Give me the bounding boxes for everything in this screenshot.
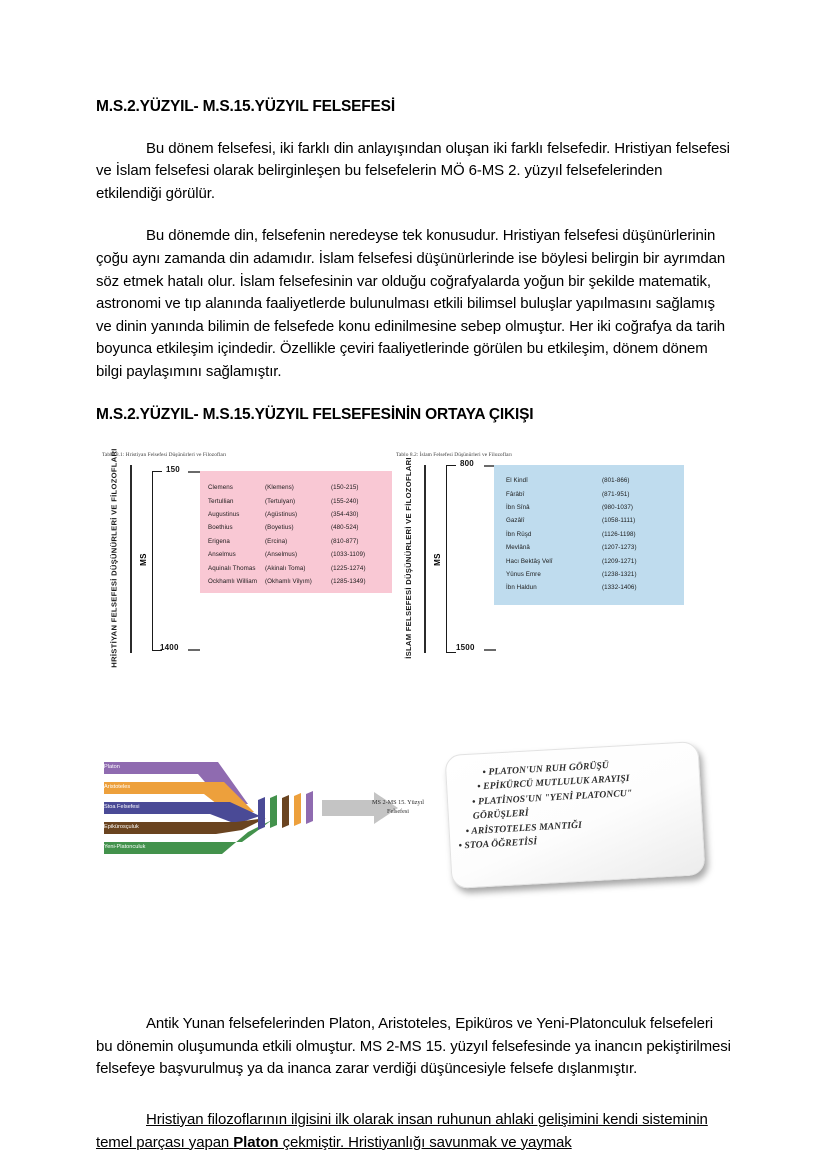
table-row bbox=[208, 521, 366, 534]
table-row bbox=[506, 555, 637, 568]
table-row bbox=[506, 541, 637, 554]
philosopher-years: (1332-1406) bbox=[602, 584, 637, 592]
philosopher-name: İbn Rüşd bbox=[506, 530, 532, 538]
callout-item: • ARİSTOTELES MANTIĞI bbox=[465, 819, 583, 837]
philosopher-name-tr: (Boyetius) bbox=[265, 524, 294, 532]
philosopher-years: (1126-1198) bbox=[602, 530, 636, 538]
callout-item: • PLATİNOS'UN "YENİ PLATONCU" GÖRÜŞLERİ bbox=[471, 787, 633, 823]
source-label: Stoa Felsefesi bbox=[104, 804, 140, 811]
range-end-christian: 1400 bbox=[160, 643, 179, 653]
table-islamic-philosophers bbox=[396, 452, 716, 663]
callout-item: • STOA ÖĞRETİSİ bbox=[458, 836, 538, 852]
philosopher-years: (801-866) bbox=[602, 477, 630, 485]
table-christian-caption: Tablo 8.1: Hristiyan Felsefesi Düşünürleri ve Filozofları bbox=[102, 452, 227, 459]
era-label-christian bbox=[136, 465, 150, 653]
philosopher-years: (871-951) bbox=[602, 490, 630, 498]
section-title-emergence: M.S.2.YÜZYIL- M.S.15.YÜZYIL FELSEFESİNİN ORTAYA ÇIKIŞI bbox=[96, 405, 534, 423]
table-row bbox=[506, 474, 637, 487]
source-label: Epikürosçuluk bbox=[104, 824, 139, 831]
philosopher-years: (1285-1349) bbox=[331, 577, 366, 585]
callout-box-influences bbox=[444, 741, 705, 889]
table-islamic-body bbox=[396, 457, 716, 663]
table-row bbox=[506, 514, 637, 527]
era-label-text: MS bbox=[138, 552, 148, 566]
philosopher-years: (155-240) bbox=[331, 497, 359, 505]
philosopher-name: Yûnus Emre bbox=[506, 570, 541, 578]
philosopher-years: (1033-1109) bbox=[331, 551, 366, 559]
table-row bbox=[506, 488, 637, 501]
table-row bbox=[208, 495, 366, 508]
philosopher-name: Tertullian bbox=[208, 497, 234, 505]
flow-arrow-label-line1: MS 2-MS 15. Yüzyıl bbox=[371, 799, 425, 807]
table-row bbox=[208, 548, 366, 561]
philosopher-name: Aquinalı Thomas bbox=[208, 564, 256, 572]
philosopher-name-tr: (Tertulyan) bbox=[265, 497, 296, 505]
table-row bbox=[506, 528, 637, 541]
page-title: M.S.2.YÜZYIL- M.S.15.YÜZYIL FELSEFESİ bbox=[96, 98, 395, 115]
table-row bbox=[208, 562, 366, 575]
tick-mark-top bbox=[188, 471, 200, 472]
philosopher-name: Mevlânâ bbox=[506, 544, 530, 552]
philosopher-years: (1058-1111) bbox=[602, 517, 636, 525]
philosopher-name: Anselmus bbox=[208, 551, 236, 559]
philosopher-name-tr: (Akinalı Toma) bbox=[265, 564, 306, 572]
table-row bbox=[208, 508, 366, 521]
callout-list bbox=[446, 742, 703, 854]
document-content bbox=[96, 0, 732, 1154]
paragraph-intro bbox=[96, 138, 732, 206]
philosopher-name: Fârâbî bbox=[506, 490, 525, 498]
era-label-text: MS bbox=[432, 552, 442, 566]
paragraph-greek-influence bbox=[96, 1013, 732, 1081]
philosopher-name: Gazâlî bbox=[506, 517, 525, 525]
range-end-islamic: 1500 bbox=[456, 643, 475, 653]
table-row bbox=[208, 481, 366, 494]
philosopher-name: İbn Haldun bbox=[506, 584, 537, 592]
philosopher-name-tr: (Agüstinus) bbox=[265, 510, 298, 518]
tick-mark-bottom bbox=[484, 649, 496, 650]
table-christian-philosophers bbox=[102, 448, 392, 668]
philosopher-name: Augustinus bbox=[208, 510, 240, 518]
figure-philosopher-tables bbox=[96, 448, 732, 684]
axis-title-text: HRİSTİYAN FELSEFESİ DÜŞÜNÜRLERİ VE FİLOZOFLARI bbox=[110, 448, 119, 668]
table-row bbox=[506, 501, 637, 514]
source-label: Aristoteles bbox=[104, 784, 131, 791]
paragraph-platon-part2: çekmiştir. Hristiyanlığı savunmak ve yaymak bbox=[278, 1133, 572, 1151]
table-row bbox=[208, 535, 366, 548]
list-christian-philosophers bbox=[208, 481, 366, 588]
philosopher-years: (480-524) bbox=[331, 524, 359, 532]
range-bracket-islamic bbox=[446, 465, 456, 653]
axis-title-text: İSLAM FELSEFESİ DÜŞÜNÜRLERİ VE FİLOZOFLARI bbox=[404, 457, 414, 659]
table-islamic-caption: Tablo 8.2: İslam Felsefesi Düşünürleri ve Filozofları bbox=[396, 452, 512, 459]
table-row bbox=[208, 575, 366, 588]
philosopher-years: (354-430) bbox=[331, 510, 359, 518]
philosopher-name-tr: (Anselmus) bbox=[265, 551, 298, 559]
philosopher-years: (1209-1271) bbox=[602, 557, 637, 565]
philosopher-years: (1238-1321) bbox=[602, 570, 637, 578]
figure-influences-flow bbox=[96, 746, 732, 921]
flow-arrow-label bbox=[338, 798, 458, 816]
philosopher-name-tr: (Okhamlı Vilyım) bbox=[265, 577, 312, 585]
axis-divider-line bbox=[130, 465, 132, 653]
table-christian-axis-title bbox=[102, 448, 128, 668]
flow-arrow-label-line2: Felsefesi bbox=[387, 808, 409, 816]
range-start-islamic: 800 bbox=[460, 459, 474, 469]
philosopher-years: (980-1037) bbox=[602, 503, 634, 511]
philosopher-years: (150-215) bbox=[331, 484, 359, 492]
philosopher-name: İbn Sînâ bbox=[506, 503, 530, 511]
flow-arrows-graphic bbox=[98, 752, 438, 892]
philosopher-name: El Kindî bbox=[506, 477, 528, 485]
philosopher-name-tr: (Klemens) bbox=[265, 484, 294, 492]
philosopher-name: Boethius bbox=[208, 524, 233, 532]
source-label: Yeni-Platonculuk bbox=[104, 844, 146, 851]
philosopher-years: (810-877) bbox=[331, 537, 359, 545]
era-label-islamic bbox=[430, 465, 444, 653]
philosopher-name: Erigena bbox=[208, 537, 230, 545]
table-row bbox=[506, 581, 637, 594]
range-start-christian: 150 bbox=[166, 465, 180, 475]
paragraph-religion-text: Bu dönemde din, felsefenin neredeyse tek konusudur. Hristiyan felsefesi düşünürlerinin çoğu aynı zamanda din adamıdır. İslam felsefesi düşünürlerinde ise böylesi belirgin bir ayrımdan söz etmek hatalı olur. İslam felsefesinin var olduğu coğrafyalarda yoğun bir şekilde matematik, astronomi ve tıp alanında faaliyetlerde bulunulması etkili bilimsel buluşlar yapılmasını sağlamış ve dinin yanında bilimin de felsefede konu edinilmesine sebep olmuştur. Her iki coğrafya da tarih boyunca etkileşim içindedir. Özellikle çeviri faaliyetlerinde görülen bu etkileşim, dönem dönem bilgi paylaşımını sağlamıştır. bbox=[96, 227, 726, 380]
philosopher-name: Ockhamlı William bbox=[208, 577, 258, 585]
axis-divider-line bbox=[424, 465, 426, 653]
tick-mark-bottom bbox=[188, 649, 200, 650]
philosopher-years: (1207-1273) bbox=[602, 544, 637, 552]
paragraph-platon-bold: Platon bbox=[233, 1133, 279, 1151]
source-label: Platon bbox=[104, 764, 120, 771]
paragraph-intro-text: Bu dönem felsefesi, iki farklı din anlayışından oluşan iki farklı felsefedir. Hristiyan felsefesi ve İslam felsefesi olarak belirginleşen bu felsefelerin MÖ 6-MS 2. yüzyıl felsefelerinden etkilendiği görülür. bbox=[96, 139, 730, 202]
paragraph-platon-underlined bbox=[96, 1109, 732, 1154]
philosopher-name-tr: (Ercina) bbox=[265, 537, 288, 545]
callout-item: • EPİKÜRCÜ MUTLULUK ARAYIŞI bbox=[476, 773, 630, 793]
table-row bbox=[506, 568, 637, 581]
philosopher-years: (1225-1274) bbox=[331, 564, 366, 572]
paragraph-religion bbox=[96, 225, 732, 383]
paragraph-greek-influence-text: Antik Yunan felsefelerinden Platon, Aristoteles, Epiküros ve Yeni-Platonculuk felsefeleri bu dönemin oluşumunda etkili olmuştur. MS 2-MS 15. yüzyıl felsefesinde ya inancın pekiştirilmesi felsefeye başvurulmuş ya da inanca zarar verdiği düşüncesiyle felsefe dışlanmıştır. bbox=[96, 1015, 731, 1078]
philosopher-name: Hacı Bektâş Velî bbox=[506, 557, 553, 565]
range-bracket-christian bbox=[152, 471, 162, 651]
table-islamic-axis-title bbox=[396, 457, 422, 659]
paragraph-platon-part1: Hristiyan filozoflarının ilgisini ilk olarak insan ruhunun ahlaki gelişimini kendi sisteminin temel parçası yapan bbox=[96, 1110, 708, 1151]
list-islamic-philosophers bbox=[506, 474, 637, 595]
callout-item: • PLATON'UN RUH GÖRÜŞÜ bbox=[482, 760, 610, 779]
philosopher-name: Clemens bbox=[208, 484, 233, 492]
